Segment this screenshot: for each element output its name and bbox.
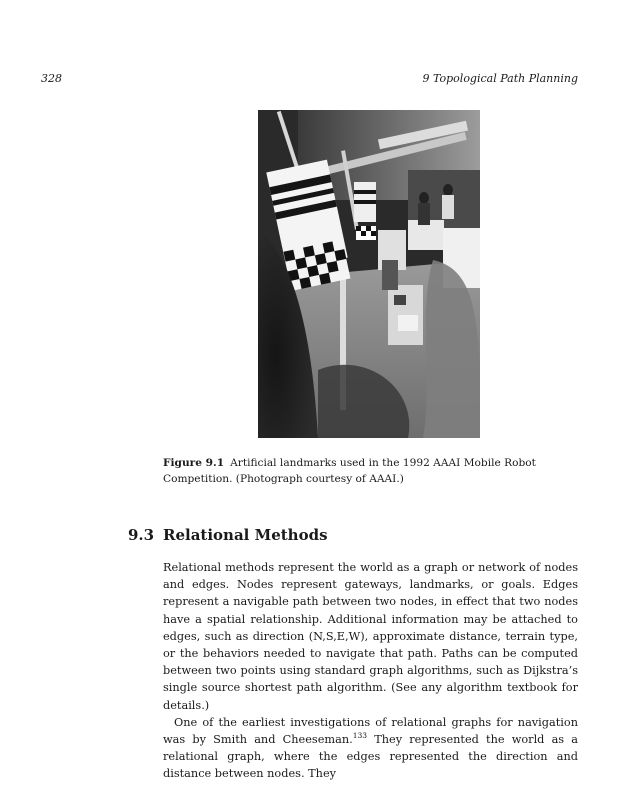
- running-title: 9 Topological Path Planning: [422, 72, 578, 85]
- landmarks-photo: [258, 110, 480, 438]
- body-text: [163, 559, 578, 783]
- citation-ref: 133: [352, 731, 368, 741]
- paragraph-1: Relational methods represent the world as a graph or network of nodes and edges. Nodes represent gateways, landmarks, or goals. Edges represent a navigable path between two nodes, in effect that two nodes have a spatial relationship. Additional information may be attached to edges, such as direction (N,S,E,W), approximate distance, terrain type, or the behaviors needed to navigate that path. Paths can be computed between two points using standard graph algorithms, such as Dijkstra’s single source shortest path algorithm. (See any algorithm textbook for details.): [163, 561, 578, 712]
- page-number: 328: [41, 72, 62, 85]
- landmark-small: [354, 182, 376, 240]
- section-title: Relational Methods: [163, 526, 328, 544]
- figure-caption: [163, 455, 581, 487]
- section-number: 9.3: [128, 526, 155, 544]
- figure-caption-text: Artificial landmarks used in the 1992 AAAI Mobile Robot Competition. (Photograph courtesy of AAAI.): [163, 457, 536, 485]
- paragraph-2-end: They represented the world as a relational graph, where the edges represented the direction and distance between nodes. They: [163, 733, 579, 781]
- paragraph-2: [163, 714, 578, 783]
- figure-label: Figure 9.1: [163, 457, 225, 469]
- paragraph-2-start: One of the earliest investigations of relational graphs for navigation was by Smith and Cheeseman.: [163, 715, 578, 747]
